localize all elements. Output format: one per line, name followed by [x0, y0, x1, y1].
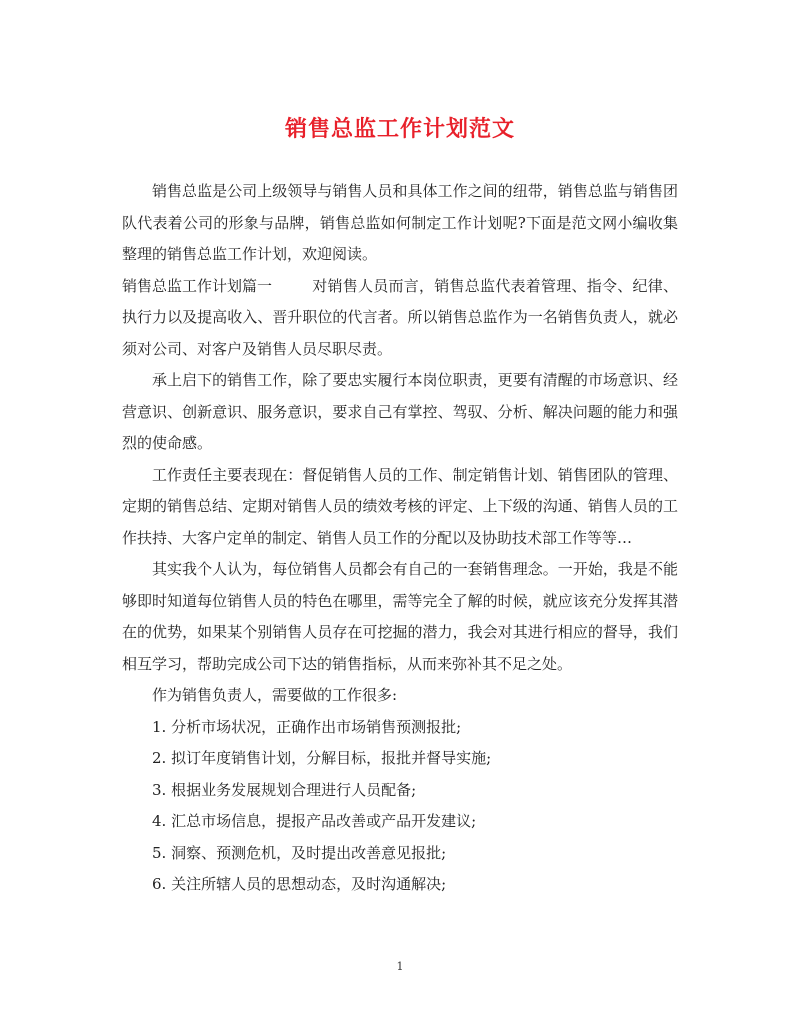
page-number: 1: [396, 960, 404, 973]
list-item: 2. 拟订年度销售计划，分解目标，报批并督导实施;: [152, 749, 492, 767]
document-title: 销售总监工作计划范文: [284, 116, 515, 142]
list-item: 1. 分析市场状况，正确作出市场销售预测报批;: [152, 717, 462, 736]
list-item: 3. 根据业务发展规划合理进行人员配备;: [152, 780, 417, 799]
list-item: 5. 洞察、预测危机，及时提出改善意见报批;: [152, 843, 447, 862]
paragraph-2: 承上启下的销售工作，除了要忠实履行本岗位职责，更要有清醒的市场意识、经营意识、创新意识、服务意识，要求自己有掌控、驾驭、分析、解决问题的能力和强烈的使命感。: [122, 371, 678, 452]
paragraph-4: 其实我个人认为，每位销售人员都会有自己的一套销售理念。一开始，我是不能够即时知道每位销售人员的特色在哪里，需等完全了解的时候，就应该充分发挥其潜在的优势，如果某个别销售人员存在可挖掘的潜力，我会对其进行相应的督导，我们相互学习，帮助完成公司下达的销售指标，从而来弥补其不足之处。: [122, 560, 678, 673]
section-paragraph: [122, 271, 678, 366]
paragraph-5: 作为销售负责人，需要做的工作很多:: [152, 686, 398, 704]
intro-paragraph: 销售总监是公司上级领导与销售人员和具体工作之间的纽带，销售总监与销售团队代表着公司的形象与品牌，销售总监如何制定工作计划呢?下面是范文网小编收集整理的销售总监工作计划，欢迎阅读。: [122, 182, 678, 263]
document-body: [122, 176, 678, 901]
list-item: 4. 汇总市场信息，提报产品改善或产品开发建议;: [152, 812, 477, 830]
section-text: 对销售人员而言，销售总监代表着管理、指令、纪律、执行力以及提高收入、晋升职位的代言者。所以销售总监作为一名销售负责人，就必须对公司、对客户及销售人员尽职尽责。: [122, 276, 678, 358]
paragraph-3: 工作责任主要表现在：督促销售人员的工作、制定销售计划、销售团队的管理、定期的销售总结、定期对销售人员的绩效考核的评定、上下级的沟通、销售人员的工作扶持、大客户定单的制定、销售人员工作的分配以及协助技术部工作等等…: [122, 465, 678, 547]
list-item: 6. 关注所辖人员的思想动态，及时沟通解决;: [152, 875, 447, 893]
section-heading: 销售总监工作计划篇一: [122, 276, 273, 295]
